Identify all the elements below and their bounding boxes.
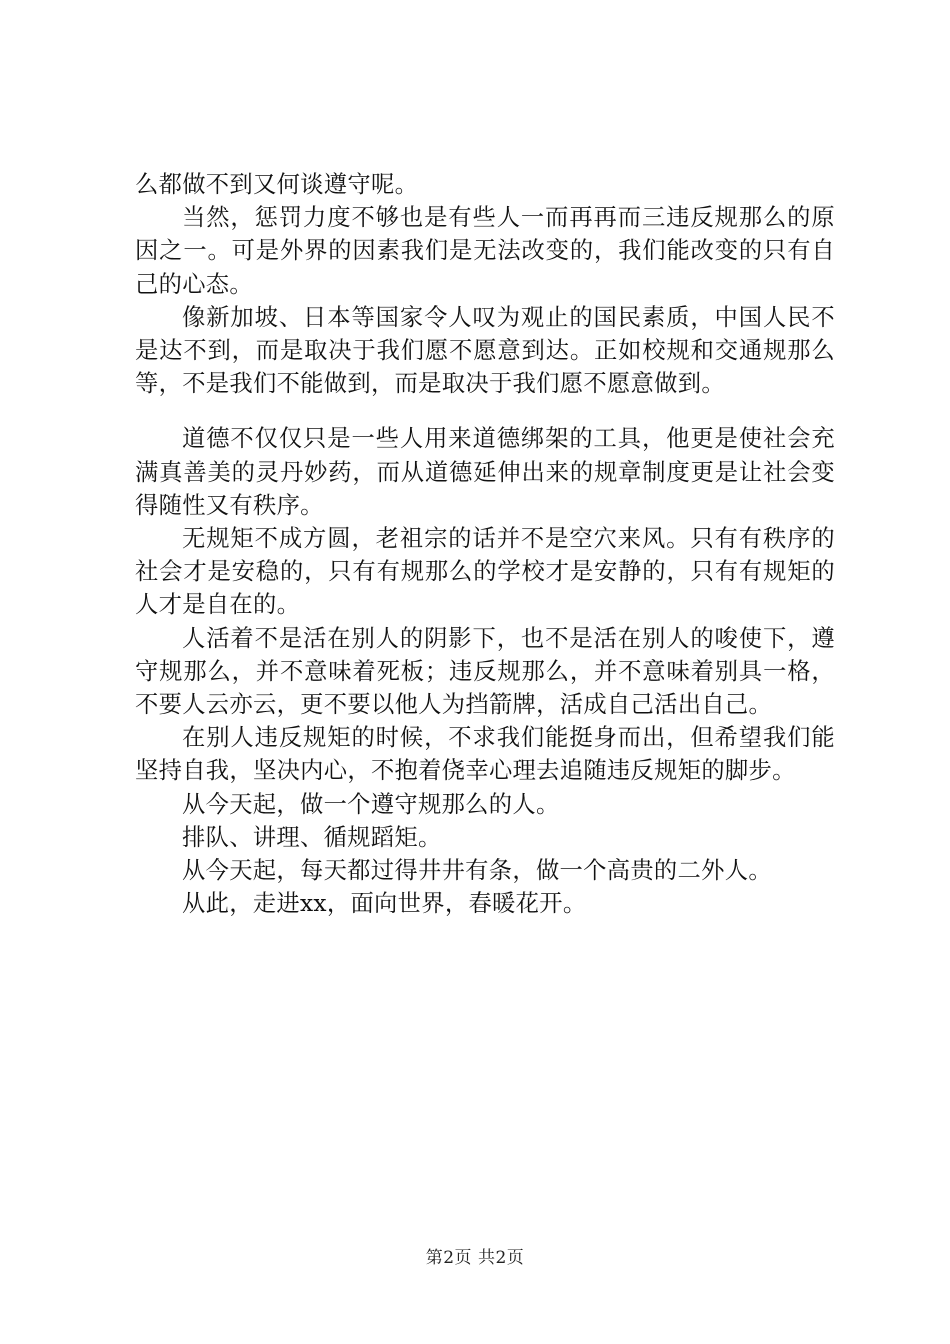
document-body bbox=[135, 168, 835, 920]
paragraph: 从今天起，每天都过得井井有条，做一个高贵的二外人。 bbox=[182, 857, 772, 885]
page-number-footer: 第2页 共2页 bbox=[425, 1248, 525, 1268]
paragraph-continuation: 么都做不到又何谈遵守呢。 bbox=[135, 171, 419, 198]
paragraph: 像新加坡、日本等国家令人叹为观止的国民素质，中国人民不是达不到，而是取决于我们愿不愿意到达。正如校规和交通规那么等，不是我们不能做到，而是取决于我们愿不愿意做到。 bbox=[135, 303, 835, 398]
paragraph: 无规矩不成方圆，老祖宗的话并不是空穴来风。只有有秩序的社会才是安稳的，只有有规那么的学校才是安静的，只有有规矩的人才是自在的。 bbox=[135, 525, 835, 619]
paragraph: 从此，走进xx，面向世界，春暖花开。 bbox=[182, 890, 587, 918]
paragraph: 当然，惩罚力度不够也是有些人一而再再而三违反规那么的原因之一。可是外界的因素我们是无法改变的，我们能改变的只有自己的心态。 bbox=[135, 204, 835, 298]
paragraph: 道德不仅仅只是一些人用来道德绑架的工具，他更是使社会充满真善美的灵丹妙药，而从道德延伸出来的规章制度更是让社会变得随性又有秩序。 bbox=[135, 425, 835, 519]
paragraph: 人活着不是活在别人的阴影下，也不是活在别人的唆使下，遵守规那么，并不意味着死板；违反规那么，并不意味着别具一格，不要人云亦云，更不要以他人为挡箭牌，活成自己活出自己。 bbox=[135, 624, 835, 719]
paragraph: 从今天起，做一个遵守规那么的人。 bbox=[182, 790, 560, 818]
paragraph: 在别人违反规矩的时候，不求我们能挺身而出，但希望我们能坚持自我，坚决内心，不抱着侥幸心理去追随违反规矩的脚步。 bbox=[135, 724, 835, 785]
paragraph: 排队、讲理、循规蹈矩。 bbox=[182, 823, 442, 851]
